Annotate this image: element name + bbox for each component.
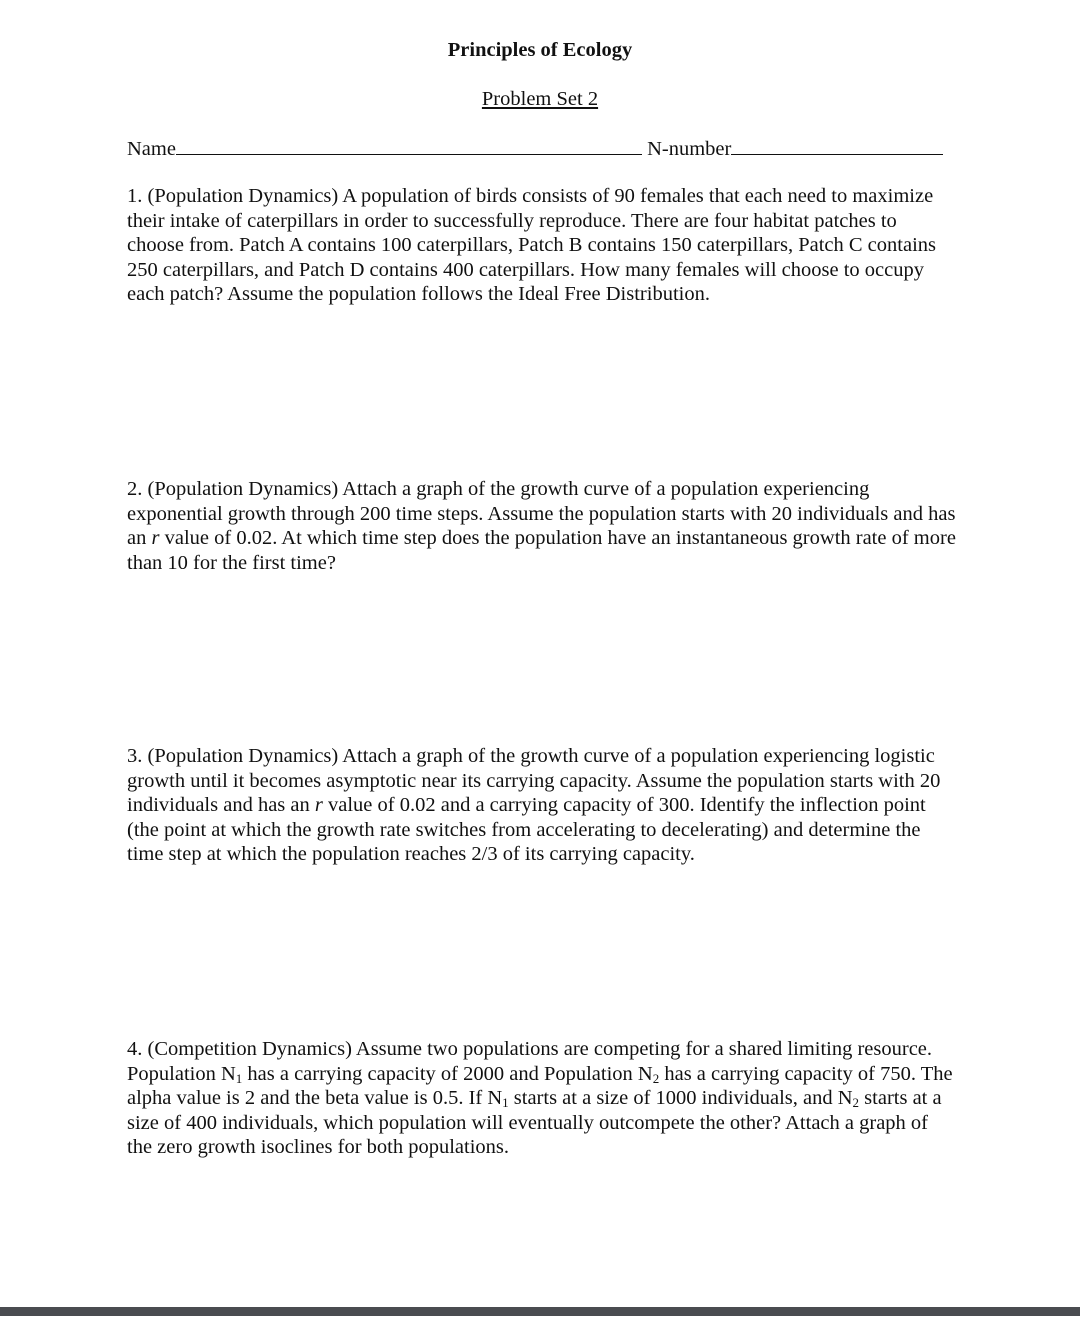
question-3-r-symbol: r [314,794,323,816]
nnumber-label: N-number [647,138,732,160]
problem-set-label: Problem Set 2 [481,88,599,110]
question-4-sub-1: 1 [235,1070,243,1086]
question-4-part-3: has a carrying capacity of 750. The alpha value is 2 and the beta value is 0.5. If N [127,1062,953,1109]
question-4-part-2: has a carrying capacity of 2000 and Population N [242,1062,653,1085]
question-2-text-start: 2. (Population Dynamics) Attach a graph of the growth curve of a population experiencing exponential growth through 200 time steps. Assume the population starts with 20 individuals and has an [127,478,956,549]
question-4-part-1: 4. (Competition Dynamics) Assume two populations are competing for a shared limiting resource. Population N [127,1038,933,1085]
document-subtitle [0,87,1080,112]
question-4-part-4: starts at a size of 1000 individuals, and N [508,1087,853,1109]
question-4-sub-2: 2 [652,1070,660,1086]
name-row [127,136,943,162]
question-4-part-5: starts at a size of 400 individuals, which population will eventually outcompete the other? Attach a graph of the zero growth isoclines for both populations. [127,1087,942,1158]
question-1: 1. (Population Dynamics) A population of birds consists of 90 females that each need to maximize their intake of caterpillars in order to successfully reproduce. There are four habitat patches to choose from. Patch A contains 100 caterpillars, Patch B contains 150 caterpillars, Patch C contains 250 caterpillars, and Patch D contains 400 caterpillars. How many females will choose to occupy each patch? Assume the population follows the Ideal Free Distribution. [127,185,936,305]
question-3 [127,744,957,867]
question-2-text-end: value of 0.02. At which time step does the population have an instantaneous growth rate of more than 10 for the first time? [127,527,956,574]
name-blank[interactable] [176,136,642,155]
nnumber-blank[interactable] [731,136,943,155]
bottom-scroll-bar[interactable] [0,1307,1080,1316]
question-4-sub-4: 2 [852,1095,860,1110]
document-title: Principles of Ecology [447,39,633,61]
name-label: Name [127,138,176,160]
question-2-r-symbol: r [151,527,160,549]
question-3-text-start: 3. (Population Dynamics) Attach a graph of the growth curve of a population experiencing logistic growth until it becomes asymptotic near its carrying capacity. Assume the population starts with 20 individuals and has an [127,745,941,816]
question-4-sub-3: 1 [502,1095,509,1110]
question-4 [127,1037,957,1160]
question-3-text-end: value of 0.02 and a carrying capacity of 300. Identify the inflection point (the point at which the growth rate switches from accelerating to decelerating) and determine the time step at which the population reaches 2/3 of its carrying capacity. [127,794,926,865]
question-2 [127,477,957,575]
